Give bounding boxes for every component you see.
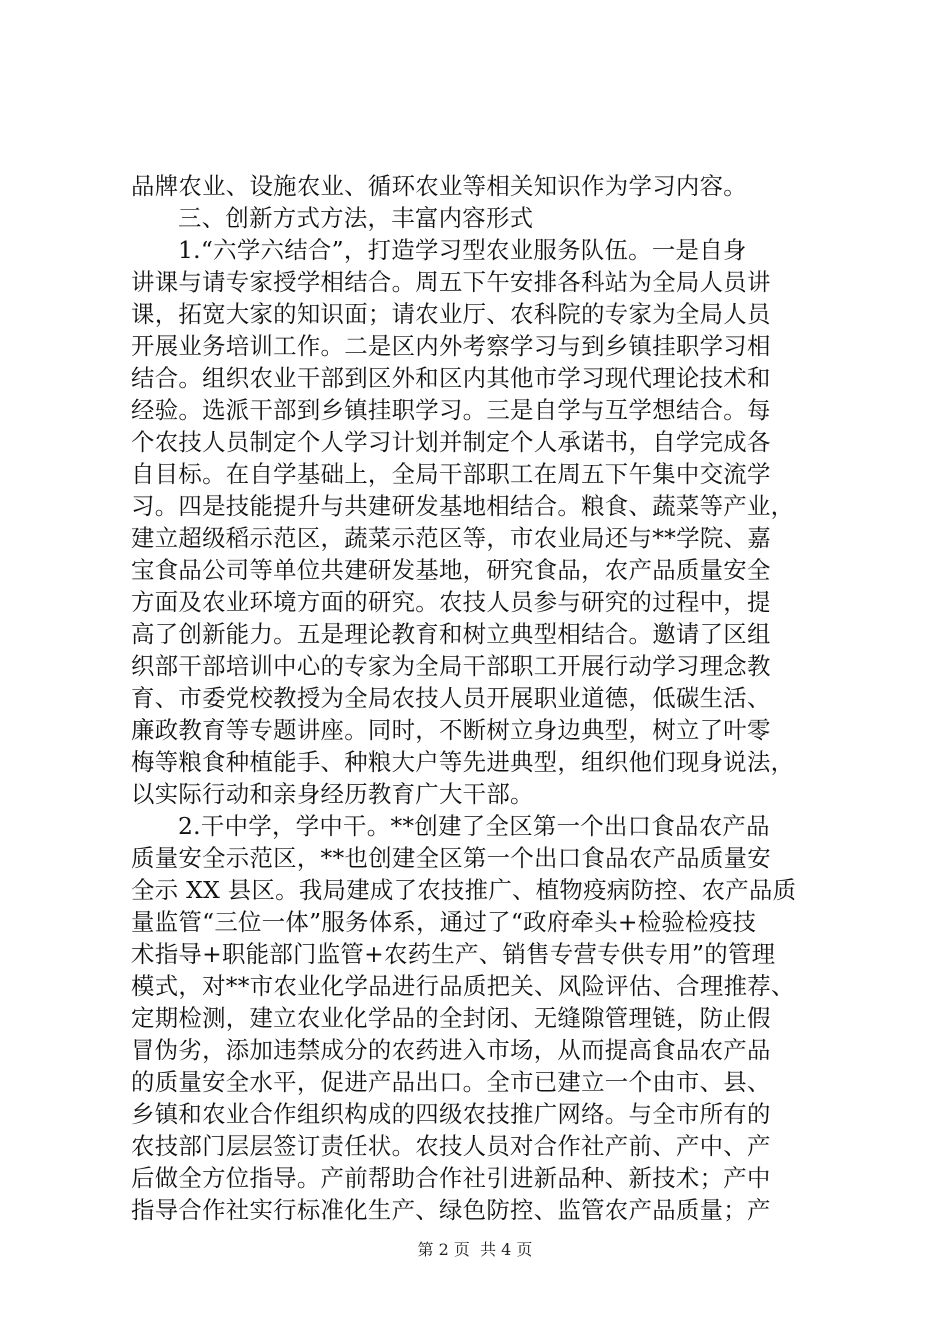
text-line: 的质量安全水平，促进产品出口。全市已建立一个由市、县、 bbox=[131, 1068, 771, 1096]
text-line: 经验。选派干部到乡镇挂职学习。三是自学与互学想结合。每 bbox=[131, 396, 771, 424]
text-line: 结合。组织农业干部到区外和区内其他市学习现代理论技术和 bbox=[131, 364, 771, 392]
text-line: 梅等粮食种植能手、种粮大户等先进典型，组织他们现身说法， bbox=[131, 748, 795, 776]
text-line: 织部干部培训中心的专家为全局干部职工开展行动学习理念教 bbox=[131, 652, 771, 680]
text-line: 三、创新方式方法，丰富内容形式 bbox=[178, 204, 534, 232]
text-line: 高了创新能力。五是理论教育和树立典型相结合。邀请了区组 bbox=[131, 620, 771, 648]
text-line: 质量安全示范区，**也创建全区第一个出口食品农产品质量安 bbox=[131, 844, 771, 872]
text-line: 定期检测，建立农业化学品的全封闭、无缝隙管理链，防止假 bbox=[131, 1004, 771, 1032]
text-line: 习。四是技能提升与共建研发基地相结合。粮食、蔬菜等产业， bbox=[131, 492, 795, 520]
text-line: 自目标。在自学基础上，全局干部职工在周五下午集中交流学 bbox=[131, 460, 771, 488]
body-text bbox=[131, 170, 831, 1226]
text-line: 廉政教育等专题讲座。同时，不断树立身边典型，树立了叶零 bbox=[131, 716, 771, 744]
text-line: 建立超级稻示范区，蔬菜示范区等，市农业局还与**学院、嘉 bbox=[131, 524, 771, 552]
text-line: 育、市委党校教授为全局农技人员开展职业道德，低碳生活、 bbox=[131, 684, 771, 712]
text-line: 后做全方位指导。产前帮助合作社引进新品种、新技术；产中 bbox=[131, 1164, 771, 1192]
text-line: 开展业务培训工作。二是区内外考察学习与到乡镇挂职学习相 bbox=[131, 332, 771, 360]
text-line: 1.“六学六结合”，打造学习型农业服务队伍。一是自身 bbox=[178, 236, 747, 264]
text-line: 量监管“三位一体”服务体系，通过了“政府牵头+检验检疫技 bbox=[131, 908, 757, 936]
text-line: 乡镇和农业合作组织构成的四级农技推广网络。与全市所有的 bbox=[131, 1100, 771, 1128]
text-line: 宝食品公司等单位共建研发基地，研究食品，农产品质量安全 bbox=[131, 556, 771, 584]
text-line: 冒伪劣，添加违禁成分的农药进入市场，从而提高食品农产品 bbox=[131, 1036, 771, 1064]
text-line: 农技部门层层签订责任状。农技人员对合作社产前、产中、产 bbox=[131, 1132, 771, 1160]
text-line: 讲课与请专家授学相结合。周五下午安排各科站为全局人员讲 bbox=[131, 268, 771, 296]
text-line: 2.干中学，学中干。**创建了全区第一个出口食品农产品 bbox=[178, 812, 770, 840]
text-line: 术指导+职能部门监管+农药生产、销售专营专供专用”的管理 bbox=[131, 940, 776, 968]
text-line: 个农技人员制定个人学习计划并制定个人承诺书，自学完成各 bbox=[131, 428, 771, 456]
text-line: 以实际行动和亲身经历教育广大干部。 bbox=[131, 780, 534, 808]
page-footer: 第 2 页 共 4 页 bbox=[417, 1240, 533, 1259]
text-line: 全示 XX 县区。我局建成了农技推广、植物疫病防控、农产品质 bbox=[131, 876, 797, 904]
text-line: 课，拓宽大家的知识面；请农业厅、农科院的专家为全局人员 bbox=[131, 300, 771, 328]
text-line: 模式，对**市农业化学品进行品质把关、风险评估、合理推荐、 bbox=[131, 972, 795, 1000]
text-line: 品牌农业、设施农业、循环农业等相关知识作为学习内容。 bbox=[131, 172, 747, 200]
text-line: 方面及农业环境方面的研究。农技人员参与研究的过程中，提 bbox=[131, 588, 771, 616]
text-line: 指导合作社实行标准化生产、绿色防控、监管农产品质量；产 bbox=[131, 1196, 771, 1224]
